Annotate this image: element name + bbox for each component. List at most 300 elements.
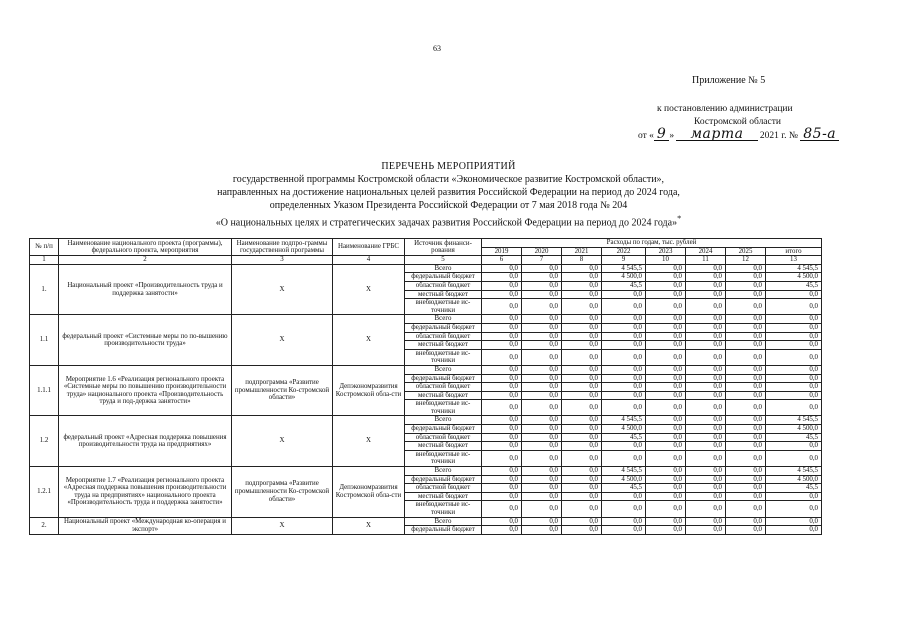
- expense-value: 4 545,5: [766, 264, 822, 273]
- expense-value: 0,0: [562, 264, 602, 273]
- expense-value: 4 500,0: [766, 475, 822, 484]
- expense-value: 0,0: [602, 517, 646, 526]
- expense-value: 0,0: [602, 323, 646, 332]
- expense-value: 0,0: [522, 467, 562, 476]
- expense-value: 0,0: [646, 273, 686, 282]
- expense-value: 0,0: [726, 526, 766, 535]
- expense-value: 0,0: [602, 365, 646, 374]
- expense-value: 0,0: [726, 315, 766, 324]
- expense-value: 0,0: [646, 290, 686, 299]
- expense-value: 0,0: [646, 383, 686, 392]
- expense-value: 0,0: [562, 341, 602, 350]
- expense-value: 4 545,5: [602, 467, 646, 476]
- measures-table: [29, 238, 822, 535]
- header-year: 2023: [646, 247, 686, 256]
- title-line4: определенных Указом Президента Российской Федерации от 7 мая 2018 года № 204: [269, 200, 628, 211]
- funding-source: Всего: [405, 264, 482, 273]
- expense-value: 0,0: [522, 264, 562, 273]
- expense-value: 0,0: [562, 383, 602, 392]
- project-name: Национальный проект «Производительность труда и поддержка занятости»: [59, 264, 232, 315]
- expense-value: 0,0: [686, 400, 726, 416]
- expense-value: 0,0: [686, 475, 726, 484]
- row-number: 1.1.1: [30, 365, 59, 416]
- funding-source: областной бюджет: [405, 383, 482, 392]
- row-number: 1.1: [30, 315, 59, 366]
- expense-value: 0,0: [602, 332, 646, 341]
- expense-value: 0,0: [726, 433, 766, 442]
- header-year: 2025: [726, 247, 766, 256]
- column-number: 8: [562, 256, 602, 265]
- expense-value: 0,0: [482, 442, 522, 451]
- expense-value: 0,0: [726, 517, 766, 526]
- funding-source: местный бюджет: [405, 391, 482, 400]
- expense-value: 0,0: [522, 281, 562, 290]
- table-row: [30, 416, 822, 425]
- header-year: 2020: [522, 247, 562, 256]
- expense-value: 0,0: [726, 467, 766, 476]
- expense-value: 0,0: [726, 290, 766, 299]
- expense-value: 0,0: [646, 475, 686, 484]
- grbs-name: Х: [333, 517, 405, 534]
- funding-source: местный бюджет: [405, 492, 482, 501]
- column-number: 2: [59, 256, 232, 265]
- expense-value: 0,0: [562, 442, 602, 451]
- row-number: 1.2.1: [30, 467, 59, 518]
- expense-value: 0,0: [482, 450, 522, 466]
- expense-value: 0,0: [726, 400, 766, 416]
- expense-value: 45,5: [766, 281, 822, 290]
- expense-value: 0,0: [646, 433, 686, 442]
- expense-value: 4 500,0: [602, 475, 646, 484]
- expense-value: 0,0: [726, 501, 766, 517]
- expense-value: 4 545,5: [602, 264, 646, 273]
- expense-value: 0,0: [602, 374, 646, 383]
- header-year: 2022: [602, 247, 646, 256]
- expense-value: 0,0: [522, 425, 562, 434]
- expense-value: 0,0: [602, 400, 646, 416]
- expense-value: 0,0: [646, 323, 686, 332]
- expense-value: 0,0: [686, 349, 726, 365]
- expense-value: 0,0: [562, 484, 602, 493]
- expense-value: 0,0: [522, 492, 562, 501]
- funding-source: Всего: [405, 365, 482, 374]
- expense-value: 0,0: [686, 484, 726, 493]
- expense-value: 0,0: [522, 273, 562, 282]
- expense-value: 0,0: [686, 264, 726, 273]
- expense-value: 0,0: [522, 341, 562, 350]
- expense-value: 0,0: [522, 349, 562, 365]
- column-number: 11: [686, 256, 726, 265]
- funding-source: внебюджетные ис-точники: [405, 299, 482, 315]
- expense-value: 0,0: [602, 341, 646, 350]
- expense-value: 0,0: [686, 433, 726, 442]
- footnote-mark: *: [677, 214, 682, 223]
- funding-source: местный бюджет: [405, 442, 482, 451]
- expense-value: 0,0: [766, 299, 822, 315]
- expense-value: 0,0: [482, 332, 522, 341]
- expense-value: 0,0: [482, 264, 522, 273]
- table-row: [30, 365, 822, 374]
- funding-source: Всего: [405, 416, 482, 425]
- expense-value: 0,0: [522, 365, 562, 374]
- expense-value: 0,0: [482, 433, 522, 442]
- expense-value: 0,0: [562, 391, 602, 400]
- header-source: Источник финанси-рования: [405, 239, 482, 256]
- column-number: 10: [646, 256, 686, 265]
- expense-value: 0,0: [522, 299, 562, 315]
- expense-value: 0,0: [522, 517, 562, 526]
- expense-value: 0,0: [482, 299, 522, 315]
- date-prefix: от «: [638, 131, 654, 141]
- funding-source: федеральный бюджет: [405, 475, 482, 484]
- expense-value: 0,0: [646, 374, 686, 383]
- expense-value: 0,0: [522, 391, 562, 400]
- expense-value: 0,0: [602, 492, 646, 501]
- expense-value: 0,0: [766, 492, 822, 501]
- expense-value: 0,0: [766, 290, 822, 299]
- expense-value: 0,0: [482, 315, 522, 324]
- header-year: 2019: [482, 247, 522, 256]
- header-year: 2024: [686, 247, 726, 256]
- expense-value: 0,0: [562, 365, 602, 374]
- project-name: Национальный проект «Международная ко-операция и экспорт»: [59, 517, 232, 534]
- expense-value: 0,0: [726, 273, 766, 282]
- expense-value: 0,0: [646, 332, 686, 341]
- expense-value: 0,0: [726, 349, 766, 365]
- expense-value: 0,0: [482, 484, 522, 493]
- funding-source: внебюджетные ис-точники: [405, 400, 482, 416]
- expense-value: 0,0: [766, 323, 822, 332]
- table-row: [30, 467, 822, 476]
- expense-value: 0,0: [686, 332, 726, 341]
- expense-value: 0,0: [602, 299, 646, 315]
- title-line5: [0, 212, 897, 229]
- appendix-line1: к постановлению администрации: [657, 104, 793, 114]
- table-row: [30, 264, 822, 273]
- expense-value: 45,5: [602, 433, 646, 442]
- funding-source: внебюджетные ис-точники: [405, 349, 482, 365]
- expense-value: 0,0: [646, 484, 686, 493]
- expense-value: 0,0: [562, 349, 602, 365]
- expense-value: 0,0: [562, 467, 602, 476]
- appendix-title: Приложение № 5: [692, 75, 766, 86]
- funding-source: внебюджетные ис-точники: [405, 501, 482, 517]
- expense-value: 0,0: [766, 365, 822, 374]
- subprogram-name: Х: [232, 315, 333, 366]
- expense-value: 0,0: [726, 323, 766, 332]
- expense-value: 0,0: [562, 416, 602, 425]
- expense-value: 0,0: [726, 341, 766, 350]
- expense-value: 0,0: [646, 416, 686, 425]
- header-grbs: Наименование ГРБС: [333, 239, 405, 256]
- appendix-line2: Костромской области: [694, 117, 781, 127]
- title-line2: государственной программы Костромской области «Экономическое развитие Костромской области»,: [232, 174, 665, 185]
- expense-value: 0,0: [726, 383, 766, 392]
- column-number: 5: [405, 256, 482, 265]
- expense-value: 0,0: [562, 273, 602, 282]
- grbs-name: Х: [333, 416, 405, 467]
- expense-value: 0,0: [726, 332, 766, 341]
- column-number: 4: [333, 256, 405, 265]
- expense-value: 0,0: [646, 400, 686, 416]
- expense-value: 0,0: [522, 450, 562, 466]
- expense-value: 0,0: [482, 425, 522, 434]
- expense-value: 0,0: [686, 365, 726, 374]
- expense-value: 0,0: [482, 526, 522, 535]
- expense-value: 0,0: [482, 341, 522, 350]
- expense-value: 0,0: [686, 323, 726, 332]
- expense-value: 45,5: [602, 281, 646, 290]
- expense-value: 0,0: [646, 425, 686, 434]
- expense-value: 45,5: [766, 484, 822, 493]
- subprogram-name: подпрограмма «Развитие промышленности Ко-стромской области»: [232, 467, 333, 518]
- expense-value: 0,0: [522, 442, 562, 451]
- expense-value: 0,0: [562, 281, 602, 290]
- expense-value: 0,0: [686, 416, 726, 425]
- expense-value: 0,0: [482, 391, 522, 400]
- expense-value: 0,0: [766, 391, 822, 400]
- expense-value: 0,0: [766, 400, 822, 416]
- expense-value: 0,0: [482, 273, 522, 282]
- expense-value: 0,0: [522, 323, 562, 332]
- row-number: 2.: [30, 517, 59, 534]
- document-title: [0, 160, 897, 229]
- expense-value: 0,0: [726, 299, 766, 315]
- expense-value: 0,0: [726, 374, 766, 383]
- expense-value: 0,0: [766, 442, 822, 451]
- expense-value: 0,0: [726, 264, 766, 273]
- expense-value: 0,0: [562, 425, 602, 434]
- expense-value: 0,0: [522, 501, 562, 517]
- expense-value: 0,0: [686, 450, 726, 466]
- expense-value: 0,0: [522, 383, 562, 392]
- project-name: федеральный проект «Адресная поддержка повышения производительности труда на предприятиях»: [59, 416, 232, 467]
- expense-value: 0,0: [726, 450, 766, 466]
- title-line5-text: «О национальных целях и стратегических задачах развития Российской Федерации на период до 2024 года»: [215, 217, 678, 229]
- column-number: 3: [232, 256, 333, 265]
- expense-value: 0,0: [726, 492, 766, 501]
- expense-value: 0,0: [646, 517, 686, 526]
- expense-value: 0,0: [686, 290, 726, 299]
- header-subprogram: Наименование подпро-граммы государственной программы: [232, 239, 333, 256]
- expense-value: 0,0: [686, 501, 726, 517]
- expense-value: 0,0: [686, 341, 726, 350]
- funding-source: федеральный бюджет: [405, 425, 482, 434]
- expense-value: 0,0: [522, 433, 562, 442]
- expense-value: 0,0: [602, 450, 646, 466]
- funding-source: Всего: [405, 517, 482, 526]
- funding-source: федеральный бюджет: [405, 526, 482, 535]
- date-mid: »: [669, 131, 675, 141]
- funding-source: областной бюджет: [405, 332, 482, 341]
- expense-value: 0,0: [646, 442, 686, 451]
- expense-value: 0,0: [602, 383, 646, 392]
- grbs-name: Х: [333, 264, 405, 315]
- expense-value: 0,0: [646, 492, 686, 501]
- expense-value: 0,0: [482, 400, 522, 416]
- date-year: 2021 г. №: [759, 131, 798, 141]
- expense-value: 4 500,0: [602, 273, 646, 282]
- expense-value: 0,0: [562, 374, 602, 383]
- expense-value: 0,0: [646, 349, 686, 365]
- funding-source: Всего: [405, 467, 482, 476]
- expense-value: 0,0: [522, 374, 562, 383]
- appendix-date: [638, 126, 897, 142]
- expense-value: 0,0: [562, 332, 602, 341]
- expense-value: 0,0: [562, 517, 602, 526]
- expense-value: 0,0: [482, 290, 522, 299]
- expense-value: 0,0: [522, 290, 562, 299]
- column-number: 7: [522, 256, 562, 265]
- expense-value: 0,0: [766, 341, 822, 350]
- expense-value: 0,0: [646, 450, 686, 466]
- expense-value: 0,0: [562, 323, 602, 332]
- expense-value: 0,0: [726, 391, 766, 400]
- expense-value: 0,0: [646, 526, 686, 535]
- subprogram-name: Х: [232, 517, 333, 534]
- grbs-name: Депэкономразвития Костромской обла-сти: [333, 467, 405, 518]
- expense-value: 0,0: [522, 416, 562, 425]
- expense-value: 0,0: [766, 374, 822, 383]
- expense-value: 0,0: [522, 315, 562, 324]
- expense-value: 0,0: [766, 526, 822, 535]
- header-year: итого: [766, 247, 822, 256]
- expense-value: 0,0: [646, 467, 686, 476]
- funding-source: областной бюджет: [405, 484, 482, 493]
- handwritten-number: 85-а: [800, 129, 839, 141]
- expense-value: 0,0: [562, 299, 602, 315]
- expense-value: 0,0: [726, 425, 766, 434]
- expense-value: 0,0: [522, 400, 562, 416]
- expense-value: 0,0: [646, 341, 686, 350]
- expense-value: 0,0: [766, 450, 822, 466]
- expense-value: 0,0: [646, 264, 686, 273]
- funding-source: федеральный бюджет: [405, 273, 482, 282]
- expense-value: 0,0: [686, 492, 726, 501]
- expense-value: 0,0: [686, 281, 726, 290]
- funding-source: федеральный бюджет: [405, 323, 482, 332]
- expense-value: 0,0: [646, 299, 686, 315]
- expense-value: 0,0: [482, 349, 522, 365]
- expense-value: 0,0: [686, 383, 726, 392]
- funding-source: федеральный бюджет: [405, 374, 482, 383]
- expense-value: 4 500,0: [766, 425, 822, 434]
- expense-value: 4 545,5: [766, 467, 822, 476]
- expense-value: 0,0: [482, 492, 522, 501]
- expense-value: 0,0: [602, 501, 646, 517]
- expense-value: 4 545,5: [602, 416, 646, 425]
- header-project: Наименование национального проекта (программы), федерального проекта, мероприятия: [59, 239, 232, 256]
- expense-value: 0,0: [766, 501, 822, 517]
- funding-source: местный бюджет: [405, 290, 482, 299]
- expense-value: 0,0: [562, 475, 602, 484]
- funding-source: Всего: [405, 315, 482, 324]
- expense-value: 0,0: [646, 365, 686, 374]
- expense-value: 0,0: [726, 442, 766, 451]
- table-row: [30, 517, 822, 526]
- header-year: 2021: [562, 247, 602, 256]
- expense-value: 0,0: [482, 323, 522, 332]
- expense-value: 45,5: [766, 433, 822, 442]
- project-name: Мероприятие 1.7 «Реализация регионального проекта «Адресная поддержка повышения производительности труда на предприятиях» национального проекта «Производительность труда и поддержка занятости»: [59, 467, 232, 518]
- project-name: федеральный проект «Системные меры по по-вышению производительности труда»: [59, 315, 232, 366]
- expense-value: 0,0: [602, 391, 646, 400]
- expense-value: 4 545,5: [766, 416, 822, 425]
- expense-value: 0,0: [726, 484, 766, 493]
- row-number: 1.2: [30, 416, 59, 467]
- expense-value: 0,0: [562, 290, 602, 299]
- project-name: Мероприятие 1.6 «Реализация регионального проекта «Системные меры по повышению производительности труда» национального проекта «Производительность труда и под-держка занятости»: [59, 365, 232, 416]
- expense-value: 0,0: [686, 467, 726, 476]
- expense-value: 0,0: [562, 450, 602, 466]
- expense-value: 0,0: [686, 299, 726, 315]
- funding-source: местный бюджет: [405, 341, 482, 350]
- table-row: [30, 315, 822, 324]
- expense-value: 0,0: [766, 383, 822, 392]
- column-number: 9: [602, 256, 646, 265]
- expense-value: 0,0: [482, 501, 522, 517]
- subprogram-name: Х: [232, 264, 333, 315]
- expense-value: 0,0: [686, 391, 726, 400]
- page-number: 63: [433, 44, 441, 53]
- expense-value: 0,0: [482, 281, 522, 290]
- expense-value: 0,0: [646, 391, 686, 400]
- expense-value: 0,0: [602, 349, 646, 365]
- header-expenses: Расходы по годам, тыс. рублей: [482, 239, 822, 248]
- handwritten-day: 9: [654, 129, 669, 141]
- expense-value: 0,0: [482, 467, 522, 476]
- expense-value: 0,0: [766, 332, 822, 341]
- expense-value: 0,0: [482, 383, 522, 392]
- grbs-name: Х: [333, 315, 405, 366]
- expense-value: 0,0: [646, 501, 686, 517]
- expense-value: 0,0: [726, 281, 766, 290]
- expense-value: 0,0: [562, 501, 602, 517]
- expense-value: 0,0: [686, 517, 726, 526]
- row-number: 1.: [30, 264, 59, 315]
- expense-value: 0,0: [522, 526, 562, 535]
- subprogram-name: подпрограмма «Развитие промышленности Ко-стромской области»: [232, 365, 333, 416]
- funding-source: областной бюджет: [405, 281, 482, 290]
- funding-source: внебюджетные ис-точники: [405, 450, 482, 466]
- header-num: № п/п: [30, 239, 59, 256]
- column-number: 12: [726, 256, 766, 265]
- title-line1: ПЕРЕЧЕНЬ МЕРОПРИЯТИЙ: [381, 161, 516, 172]
- expense-value: 45,5: [602, 484, 646, 493]
- expense-value: 0,0: [522, 484, 562, 493]
- subprogram-name: Х: [232, 416, 333, 467]
- expense-value: 0,0: [646, 315, 686, 324]
- expense-value: 0,0: [602, 442, 646, 451]
- expense-value: 0,0: [482, 517, 522, 526]
- expense-value: 0,0: [602, 526, 646, 535]
- expense-value: 4 500,0: [602, 425, 646, 434]
- expense-value: 0,0: [482, 475, 522, 484]
- expense-value: 0,0: [562, 526, 602, 535]
- expense-value: 0,0: [602, 290, 646, 299]
- expense-value: 0,0: [646, 281, 686, 290]
- expense-value: 0,0: [686, 273, 726, 282]
- expense-value: 0,0: [482, 365, 522, 374]
- expense-value: 0,0: [686, 374, 726, 383]
- expense-value: 0,0: [562, 315, 602, 324]
- handwritten-month: марта: [676, 129, 757, 141]
- expense-value: 0,0: [686, 526, 726, 535]
- column-number: 1: [30, 256, 59, 265]
- expense-value: 0,0: [562, 433, 602, 442]
- expense-value: 0,0: [562, 400, 602, 416]
- funding-source: областной бюджет: [405, 433, 482, 442]
